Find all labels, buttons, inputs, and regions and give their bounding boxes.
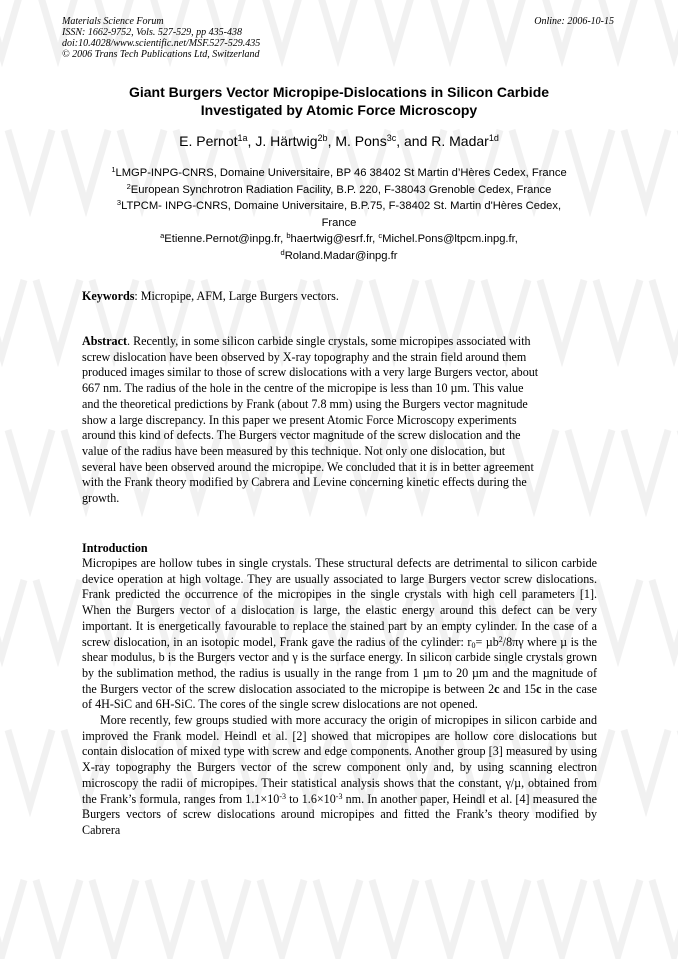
- abstract-line: growth.: [82, 491, 120, 506]
- intro-text: in the case of 4H-SiC and 6H-SiC. The cores of the single screw dislocations are not opened.: [82, 681, 597, 712]
- intro-superscript: -3: [335, 791, 343, 801]
- abstract-line: 667 nm. The radius of the hole in the centre of the micropipe is less than 10 µm. This value: [82, 381, 524, 396]
- abstract-line: produced images similar to those of screw dislocations with a very large Burgers vector, about: [82, 365, 539, 380]
- introduction-body: [82, 556, 597, 839]
- author-affil-sup: 1d: [488, 133, 499, 143]
- intro-bold-c: c: [536, 681, 542, 696]
- author-separator: ,: [247, 133, 256, 149]
- email-link[interactable]: haertwig@esrf.fr: [290, 233, 373, 246]
- intro-superscript: 2: [498, 634, 503, 644]
- intro-text: to 1.6×10: [286, 791, 336, 806]
- paper-title-line-2: Investigated by Atomic Force Microscopy: [200, 102, 478, 118]
- intro-superscript: -3: [279, 791, 286, 801]
- intro-text: /8πγ where µ is the shear modulus, b is the Burgers vector and γ is the surface energy. In silicon carbide single crystals grown by the sublimation method, the radius is usually in the range from 1 µm to 20 µm and the magnitude of the Burgers vector of the screw dislocation associated to the micropipe is between 2: [82, 634, 598, 696]
- paper-title: [60, 83, 618, 119]
- affiliation-text: LMGP-INPG-CNRS, Domaine Universitaire, BP 46 38402 St Martin d’Hères Cedex, France: [115, 167, 567, 179]
- affiliation-sup: 3: [116, 198, 122, 208]
- author-list: [60, 132, 618, 150]
- email-sup: a: [160, 231, 165, 241]
- author-emails: [70, 231, 608, 248]
- email-link[interactable]: Roland.Madar@inpg.fr: [284, 249, 398, 262]
- affiliation-sup: 1: [111, 165, 116, 174]
- author-separator: , and: [396, 133, 432, 149]
- email-separator: ,: [372, 233, 379, 246]
- author-name: M. Pons: [335, 133, 387, 149]
- journal-issn: ISSN: 1662-9752, Vols. 527-529, pp 435-438: [62, 27, 242, 38]
- author-affil-sup: 1a: [237, 133, 248, 143]
- author-name: R. Madar: [431, 133, 489, 149]
- intro-subscript: 0: [471, 640, 476, 650]
- affiliation-text: LTPCM- INPG-CNRS, Domaine Universitaire, B.P.75, F-38402 St. Martin d'Hères Cedex,: [121, 200, 562, 213]
- email-separator: ,: [280, 233, 287, 246]
- abstract-line: and the theoretical predictions by Frank (about 7.8 mm) using the Burgers vector magnitude: [82, 396, 528, 411]
- abstract-line: screw dislocation have been observed by X-ray topography and the strain field around them: [82, 349, 527, 364]
- affiliation-2: [70, 182, 608, 199]
- email-sup: d: [280, 247, 285, 257]
- keywords: [82, 289, 597, 305]
- intro-text: = µb: [475, 634, 499, 649]
- abstract-line: several have been observed around the micropipe. We concluded that it is in better agreement: [82, 459, 534, 474]
- abstract-text: . Recently, in some silicon carbide single crystals, some micropipes associated with: [127, 334, 531, 348]
- affiliations: [70, 165, 608, 265]
- email-link[interactable]: Michel.Pons@ltpcm.inpg.fr: [382, 233, 515, 246]
- intro-text: nm. In another paper, Heindl et al. [4] measured the Burgers vectors of screw dislocations around micropipes and fitted the Frank’s theory modified by Cabrera: [82, 791, 597, 837]
- author-name: J. Härtwig: [255, 133, 318, 149]
- email-link[interactable]: Etienne.Pernot@inpg.fr: [164, 233, 281, 246]
- abstract-line: show a large discrepancy. In this paper we present Atomic Force Microscopy experiments: [82, 412, 517, 427]
- email-sup: b: [286, 231, 291, 241]
- affiliation-text: European Synchrotron Radiation Facility, B.P. 220, F-38043 Grenoble Cedex, France: [130, 183, 552, 196]
- affiliation-3: [70, 198, 608, 215]
- abstract-line: with the Frank theory modified by Cabrera and Levine concerning kinetic effects during the: [82, 475, 527, 490]
- intro-text: Micropipes are hollow tubes in single crystals. These structural defects are detrimental to silicon carbide device operation at high voltage. They are usually associated to large Burgers vector screw dislocations. Frank predicted the occurrence of the micropipes in the single crystals with high cell parameters [1]. When the Burgers vector of a dislocation is large, the elastic energy around this defect can be very important. It is energetically favourable to replace the stained part by an empty cylinder. In the case of a screw dislocation, in an isotopic model, Frank gave the radius of the cylinder: r: [82, 556, 597, 649]
- abstract-line: around this kind of defects. The Burgers vector magnitude of the screw dislocation and the: [82, 428, 521, 443]
- abstract: [82, 334, 597, 507]
- section-heading-introduction: Introduction: [82, 541, 148, 555]
- online-date: Online: 2006-10-15: [534, 16, 614, 27]
- journal-copyright: © 2006 Trans Tech Publications Ltd, Switzerland: [62, 49, 260, 60]
- author-name: E. Pernot: [179, 133, 238, 149]
- email-separator: ,: [514, 233, 518, 246]
- email-sup: c: [378, 231, 383, 241]
- abstract-label: Abstract: [82, 334, 128, 348]
- author-affil-sup: 3c: [386, 133, 397, 143]
- author-separator: ,: [327, 133, 336, 149]
- author-affil-sup: 2b: [317, 133, 328, 143]
- keywords-label: Keywords: [82, 289, 135, 303]
- affiliation-3-cont: France: [321, 216, 357, 229]
- author-email-last: [70, 248, 608, 265]
- affiliation-1: [70, 165, 608, 182]
- intro-paragraph-2: [82, 713, 597, 839]
- journal-header: [62, 16, 260, 60]
- intro-text: and 15: [499, 681, 537, 696]
- affiliation-sup: 2: [126, 181, 131, 191]
- keywords-text: : Micropipe, AFM, Large Burgers vectors.: [134, 289, 339, 303]
- abstract-line: [82, 334, 597, 350]
- intro-paragraph-1: [82, 556, 597, 713]
- journal-name: Materials Science Forum: [62, 16, 164, 27]
- paper-title-line-1: Giant Burgers Vector Micropipe-Dislocations in Silicon Carbide: [128, 84, 550, 100]
- abstract-line: value of the radius have been measured by this technique. Not only one dislocation, but: [82, 443, 506, 458]
- journal-doi: doi:10.4028/www.scientific.net/MSF.527-529.435: [62, 38, 261, 49]
- intro-bold-c: c: [494, 681, 500, 696]
- intro-text: More recently, few groups studied with more accuracy the origin of micropipes in silicon carbide and improved the Frank model. Heindl et al. [2] showed that micropipes are hollow core dislocations but contain dislocation of mixed type with screw and edge components. Another group [3] measured by using X-ray topography the Burgers vector of the screw component only and, by using scanning electron microscopy the radii of micropipes. Their statistical analysis shows that the constant, γ/µ, obtained from the Frank’s formula, ranges from 1.1×10: [82, 713, 597, 806]
